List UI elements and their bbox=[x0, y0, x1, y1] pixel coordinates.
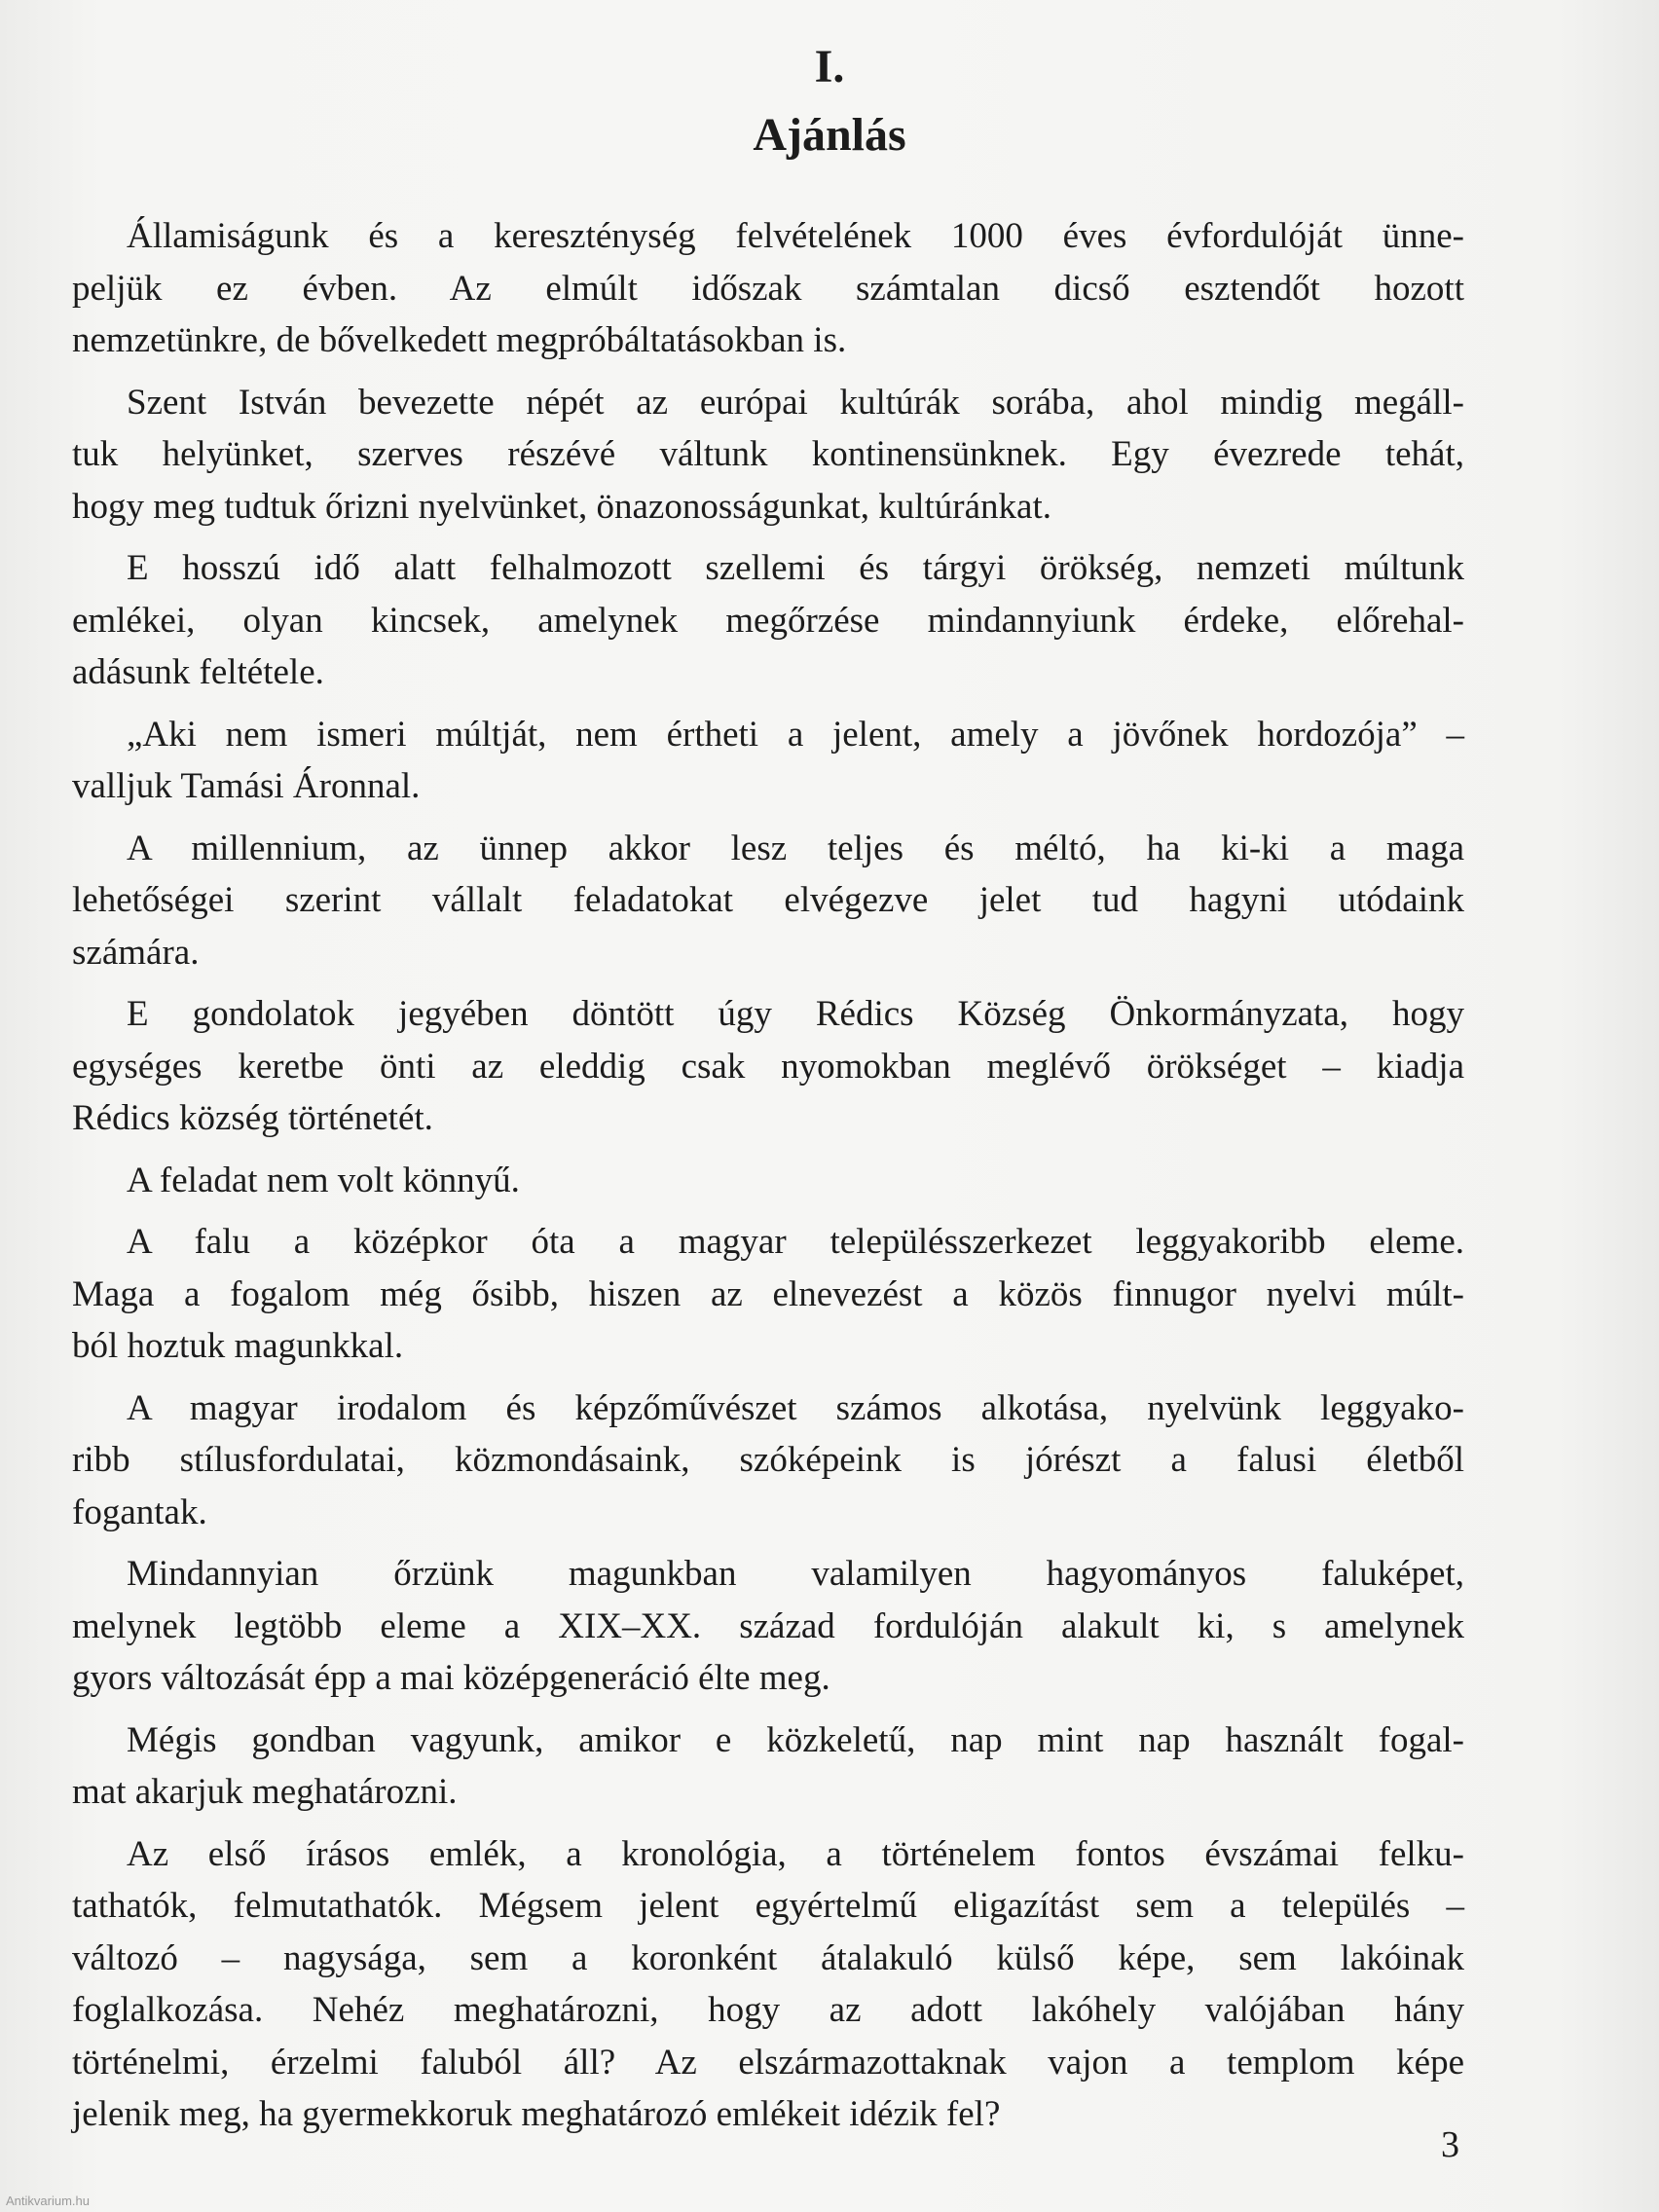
text-line: adásunk feltétele. bbox=[72, 652, 324, 692]
paragraph bbox=[72, 1216, 1464, 1373]
text-line: tuk helyünket, szerves részévé váltunk kontinensünknek. Egy évezrede tehát, bbox=[72, 434, 1464, 474]
text-line: Mindannyian őrzünk magunkban valamilyen hagyományos faluképet, bbox=[127, 1554, 1464, 1594]
body-text bbox=[72, 210, 1464, 2151]
text-line: történelmi, érzelmi faluból áll? Az elszármazottaknak vajon a templom képe bbox=[72, 2042, 1464, 2083]
text-line: ribb stílusfordulatai, közmondásaink, szóképeink is jórészt a falusi életből bbox=[72, 1440, 1464, 1480]
text-line: A millennium, az ünnep akkor lesz teljes és méltó, ha ki-ki a maga bbox=[127, 828, 1464, 868]
chapter-title: Ajánlás bbox=[753, 109, 906, 161]
text-line: tathatók, felmutathatók. Mégsem jelent egyértelmű eligazítást sem a település – bbox=[72, 1886, 1464, 1926]
text-line: A falu a középkor óta a magyar településszerkezet leggyakoribb eleme. bbox=[127, 1222, 1464, 1262]
text-line: gyors változását épp a mai középgeneráció élte meg. bbox=[72, 1658, 830, 1698]
text-line: E gondolatok jegyében döntött úgy Rédics Község Önkormányzata, hogy bbox=[127, 994, 1464, 1034]
text-line: Mégis gondban vagyunk, amikor e közkeletű, nap mint nap használt fogal- bbox=[127, 1719, 1464, 1760]
text-line: lehetőségei szerint vállalt feladatokat elvégezve jelet tud hagyni utódaink bbox=[72, 880, 1464, 920]
paragraph bbox=[72, 1714, 1464, 1819]
text-line: számára. bbox=[72, 932, 200, 973]
text-line: mat akarjuk meghatározni. bbox=[72, 1772, 458, 1812]
text-line: melynek legtöbb eleme a XIX–XX. század fordulóján alakult ki, s amelynek bbox=[72, 1605, 1464, 1646]
paragraph bbox=[72, 1382, 1464, 1539]
text-line: valljuk Tamási Áronnal. bbox=[72, 766, 421, 806]
text-line: Maga a fogalom még ősibb, hiszen az elnevezést a közös finnugor nyelvi múlt- bbox=[72, 1273, 1464, 1314]
text-line: E hosszú idő alatt felhalmozott szellemi és tárgyi örökség, nemzeti múltunk bbox=[127, 548, 1464, 588]
text-line: „Aki nem ismeri múltját, nem értheti a jelent, amely a jövőnek hordozója” – bbox=[127, 714, 1464, 755]
text-line: foglalkozása. Nehéz meghatározni, hogy az adott lakóhely valójában hány bbox=[72, 1990, 1464, 2030]
paragraph bbox=[72, 1155, 1464, 1207]
chapter-number: I. bbox=[814, 41, 845, 92]
watermark: Antikvarium.hu bbox=[6, 2194, 90, 2208]
paragraph bbox=[72, 377, 1464, 534]
text-line: Az első írásos emlék, a kronológia, a történelem fontos évszámai felku- bbox=[127, 1833, 1464, 1874]
text-line: hogy meg tudtuk őrizni nyelvünket, önazonosságunkat, kultúránkat. bbox=[72, 486, 1051, 527]
text-line: egységes keretbe önti az eleddig csak nyomokban meglévő örökséget – kiadja bbox=[72, 1046, 1464, 1087]
text-line: ból hoztuk magunkkal. bbox=[72, 1326, 404, 1366]
text-line: változó – nagysága, sem a koronként átalakuló külső képe, sem lakóinak bbox=[72, 1937, 1464, 1978]
paragraph bbox=[72, 823, 1464, 979]
text-line: Államiságunk és a kereszténység felvételének 1000 éves évfordulóját ünne- bbox=[127, 216, 1464, 256]
paragraph bbox=[72, 210, 1464, 367]
paragraph bbox=[72, 988, 1464, 1145]
text-line: Szent István bevezette népét az európai kultúrák sorába, ahol mindig megáll- bbox=[127, 382, 1464, 423]
text-line: emlékei, olyan kincsek, amelynek megőrzése mindannyiunk érdeke, előrehal- bbox=[72, 600, 1464, 641]
paragraph bbox=[72, 709, 1464, 813]
page-number: 3 bbox=[1441, 2124, 1459, 2165]
paragraph bbox=[72, 542, 1464, 699]
text-line: Rédics község történetét. bbox=[72, 1098, 433, 1138]
paragraph bbox=[72, 1828, 1464, 2141]
text-line: A magyar irodalom és képzőművészet számos alkotása, nyelvünk leggyako- bbox=[127, 1387, 1464, 1428]
text-line: A feladat nem volt könnyű. bbox=[127, 1160, 520, 1200]
text-line: jelenik meg, ha gyermekkoruk meghatározó emlékeit idézik fel? bbox=[72, 2094, 1001, 2134]
paragraph bbox=[72, 1548, 1464, 1705]
text-line: fogantak. bbox=[72, 1492, 207, 1532]
text-line: peljük ez évben. Az elmúlt időszak számtalan dicső esztendőt hozott bbox=[72, 268, 1464, 309]
text-line: nemzetünkre, de bővelkedett megpróbáltatásokban is. bbox=[72, 320, 847, 360]
